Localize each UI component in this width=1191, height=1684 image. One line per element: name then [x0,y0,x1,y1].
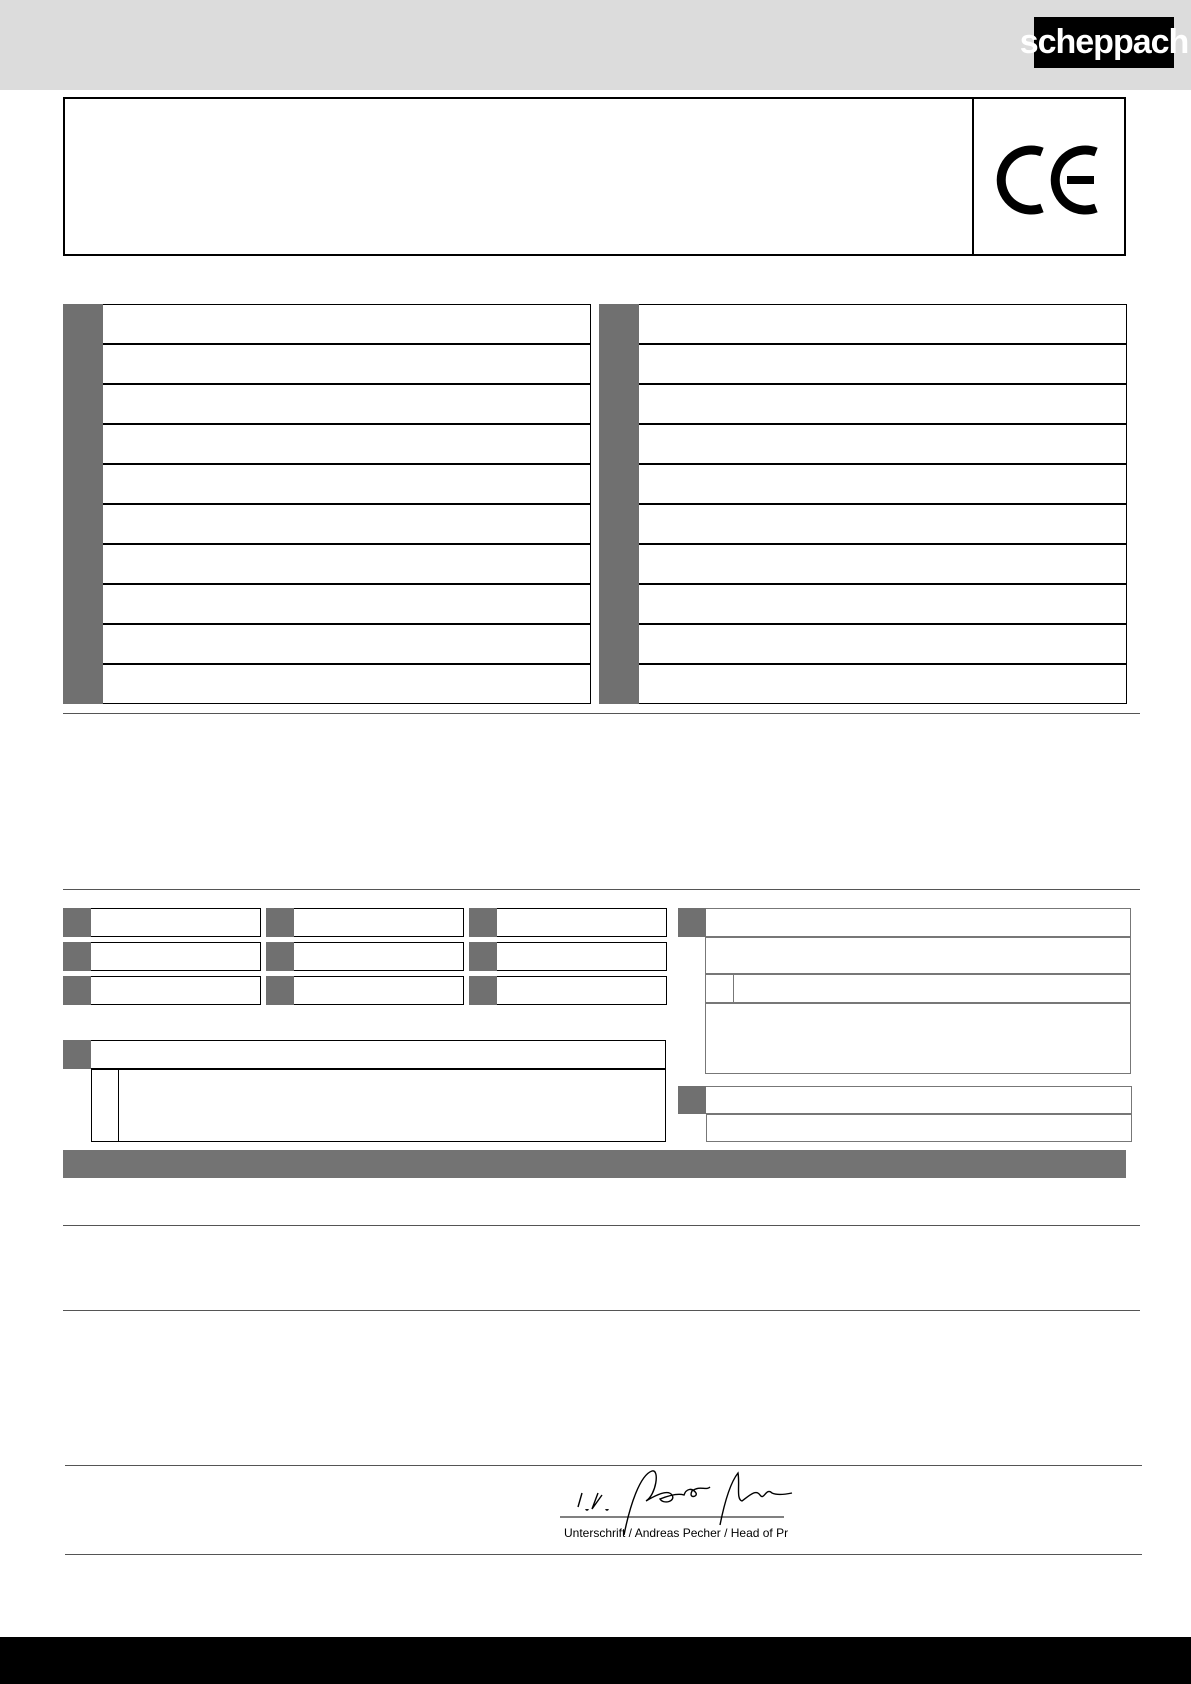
language-row [63,424,591,464]
extra-row [706,1114,1132,1142]
language-row [599,424,1127,464]
directive-box [63,908,261,937]
divider [63,713,1140,714]
notified-body-row [705,1003,1131,1074]
section-bar [63,1150,1126,1178]
notified-body-header-cell [678,908,706,937]
directive-box [266,942,464,971]
language-row [599,664,1127,704]
directive-box [266,908,464,937]
language-row [63,664,591,704]
language-row [63,624,591,664]
directive-code-cell [266,908,294,937]
language-row [63,304,591,344]
directive-code-cell [469,908,497,937]
language-code-cell [599,544,639,584]
language-row [599,304,1127,344]
standards-body-divider [118,1069,119,1142]
language-row [599,504,1127,544]
language-row [599,544,1127,584]
language-code-cell [599,384,639,424]
signature-caption: Unterschrift / Andreas Pecher / Head of Pr [564,1526,789,1540]
standards-header-cell [63,1040,91,1069]
extra-header-cell [678,1086,706,1114]
notified-body-row [705,974,1131,1003]
language-code-cell [63,504,103,544]
language-code-cell [63,424,103,464]
language-code-cell [63,304,103,344]
language-code-cell [63,584,103,624]
scheppach-logo: scheppach [1034,17,1174,68]
language-row [599,584,1127,624]
standards-body [91,1069,666,1142]
language-row [599,624,1127,664]
language-row [599,384,1127,424]
notified-body-row [705,937,1131,974]
language-code-cell [63,544,103,584]
language-row [63,584,591,624]
extra-header [678,1086,1132,1114]
language-code-cell [63,624,103,664]
ce-divider [972,97,974,256]
directive-code-cell [63,942,91,971]
declaration-title-box [63,97,1126,256]
language-code-cell [599,624,639,664]
notified-body-header [678,908,1131,937]
directive-code-cell [266,942,294,971]
standards-header-row [63,1040,666,1069]
language-code-cell [63,464,103,504]
language-code-cell [63,384,103,424]
language-code-cell [63,664,103,704]
language-code-cell [63,344,103,384]
language-code-cell [599,584,639,624]
language-code-cell [599,504,639,544]
language-row [63,344,591,384]
language-code-cell [599,464,639,504]
directive-box [63,976,261,1005]
divider [63,889,1140,890]
directive-box [469,942,667,971]
language-row [599,344,1127,384]
footer-band [0,1637,1191,1684]
language-row [63,504,591,544]
language-code-cell [599,344,639,384]
language-row [599,464,1127,504]
directive-code-cell [63,976,91,1005]
divider [63,1310,1140,1311]
language-code-cell [599,664,639,704]
directive-code-cell [469,976,497,1005]
header-band [0,0,1191,90]
language-code-cell [599,424,639,464]
language-row [63,384,591,424]
directive-box [469,908,667,937]
divider [65,1554,1142,1555]
divider [63,1225,1140,1226]
language-code-cell [599,304,639,344]
directive-box [469,976,667,1005]
language-row [63,544,591,584]
directive-code-cell [469,942,497,971]
directive-box [266,976,464,1005]
language-row [63,464,591,504]
directive-code-cell [63,908,91,937]
directive-code-cell [266,976,294,1005]
directive-box [63,942,261,971]
ce-mark-icon [995,130,1105,230]
